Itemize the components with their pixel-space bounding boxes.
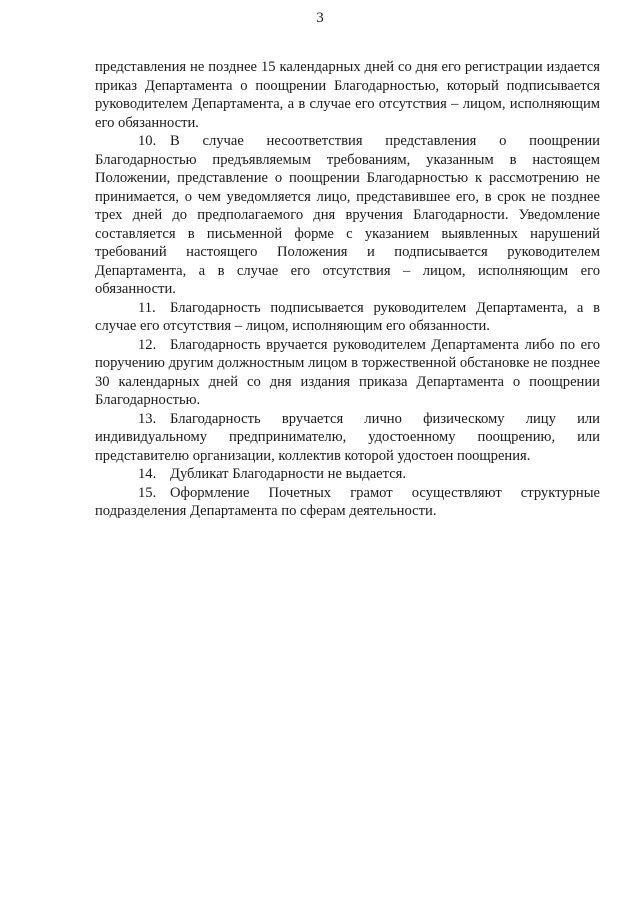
- document-body: [95, 58, 600, 521]
- paragraph-text: представления не позднее 15 календарных дней со дня его регистрации издается приказ Департамента о поощрении Благодарностью, который подписывается руководителем Департамента, а в случае его отсутствия – лицом, исполняющим его обязанности.: [95, 59, 600, 131]
- paragraph-number: 11.: [138, 299, 156, 316]
- paragraph-14: [95, 465, 600, 484]
- paragraph-number: 10.: [138, 133, 157, 149]
- paragraph-11: [95, 299, 600, 336]
- paragraph-text: Благодарность вручается лично физическому лицу или индивидуальному предпринимателю, удостоенному поощрению, или представителю организации, коллектив которой удостоен поощрения.: [95, 410, 600, 464]
- paragraph-15: [95, 484, 600, 521]
- page-number: 3: [316, 10, 324, 26]
- paragraph-text: В случае несоответствия представления о поощрении Благодарностью предъявляемым требованиям, указанным в настоящем Положении, представление о поощрении Благодарностью к рассмотрению не принимается, о чем уведомляется лицо, представившее его, в срок не позднее трех дней до предполагаемого дня вручения Благодарности. Уведомление составляется в письменной форме с указанием выявленных нарушений требований настоящего Положения и подписывается руководителем Департамента, а в случае его отсутствия – лицом, исполняющим его обязанности.: [95, 133, 600, 297]
- paragraph-continuation: [95, 58, 600, 132]
- paragraph-13: [95, 410, 600, 466]
- paragraph-12: [95, 336, 600, 410]
- paragraph-text: Благодарность подписывается руководителем Департамента, а в случае его отсутствия – лицом, исполняющим его обязанности.: [95, 299, 600, 334]
- paragraph-text: Дубликат Благодарности не выдается.: [170, 466, 407, 482]
- paragraph-text: Оформление Почетных грамот осуществляют структурные подразделения Департамента по сферам деятельности.: [95, 484, 600, 519]
- paragraph-number: 15.: [138, 484, 157, 501]
- paragraph-text: Благодарность вручается руководителем Департамента либо по его поручению другим должностным лицом в торжественной обстановке не позднее 30 календарных дней со дня издания приказа Департамента о поощрении Благодарностью.: [95, 336, 600, 408]
- paragraph-10: [95, 132, 600, 299]
- paragraph-number: 12.: [138, 336, 157, 353]
- paragraph-number: 13.: [138, 410, 157, 427]
- paragraph-number: 14.: [138, 466, 157, 482]
